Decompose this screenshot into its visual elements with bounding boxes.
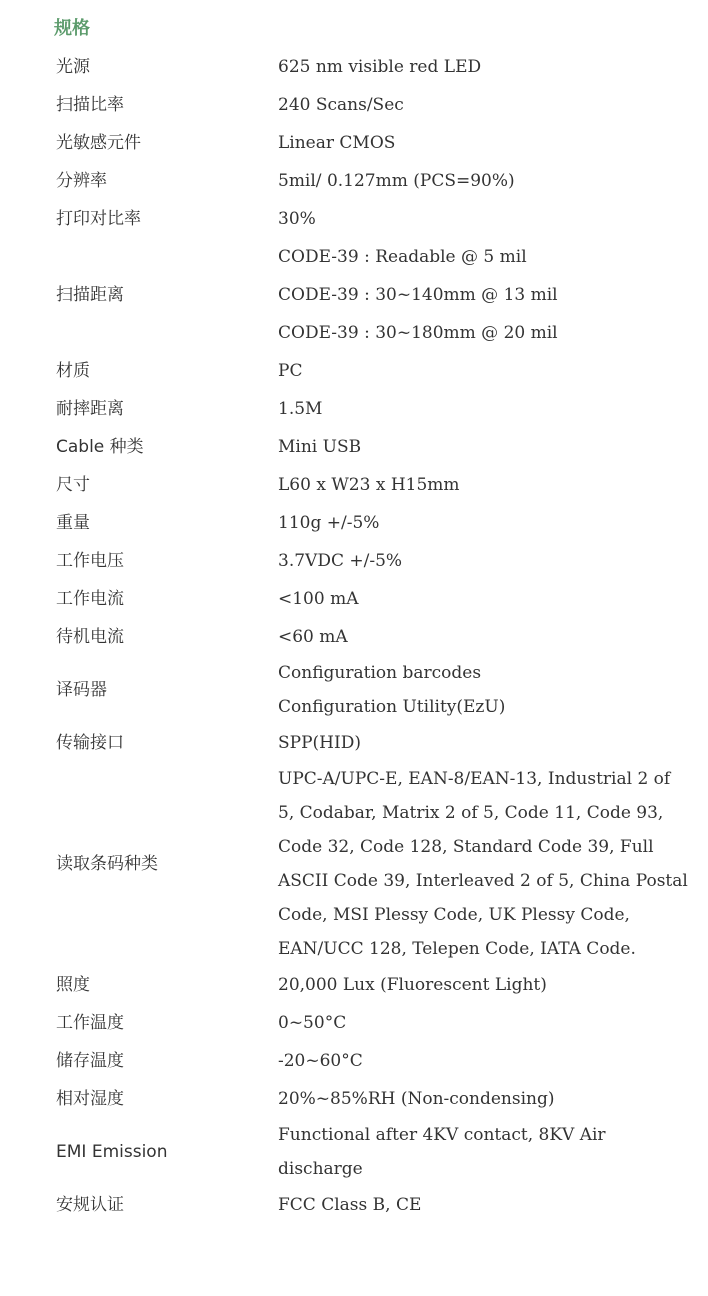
spec-row-relative-humidity: [48, 1080, 698, 1118]
spec-row-storage-temperature: [48, 1042, 698, 1080]
spec-label: 重量: [56, 513, 90, 533]
spec-row-weight: [48, 504, 698, 542]
spec-value: 1.5M: [278, 399, 323, 419]
spec-row-material: [48, 352, 698, 390]
spec-value: 3.7VDC +/-5%: [278, 551, 403, 571]
spec-label: Cable 种类: [56, 437, 144, 457]
spec-table: [48, 48, 698, 1224]
spec-row-standby-current: [48, 618, 698, 656]
spec-value-line: CODE-39 : 30~180mm @ 20 mil: [278, 323, 558, 343]
spec-row-interface: [48, 724, 698, 762]
spec-label: 相对湿度: [56, 1089, 124, 1109]
spec-value: UPC-A/UPC-E, EAN-8/EAN-13, Industrial 2 of 5, Codabar, Matrix 2 of 5, Code 11, Code 93, Code 32, Code 128, Standard Code 39, Full ASCII Code 39, Interleaved 2 of 5, China Postal Code, MSI Plessy Code, UK Plessy Code, EAN/UCC 128, Telepen Code, IATA Code.: [278, 769, 688, 959]
spec-row-print-contrast: [48, 200, 698, 238]
spec-row-certification: [48, 1186, 698, 1224]
spec-value: -20~60°C: [278, 1051, 363, 1071]
spec-value-line: Configuration Utility(EzU): [278, 697, 506, 717]
spec-label: 耐摔距离: [56, 399, 124, 419]
spec-row-scan-rate: [48, 86, 698, 124]
spec-row-cable-type: [48, 428, 698, 466]
spec-label: 打印对比率: [56, 209, 141, 229]
spec-value: Functional after 4KV contact, 8KV Air discharge: [278, 1125, 606, 1179]
spec-value: FCC Class B, CE: [278, 1195, 422, 1215]
spec-row-light-source: [48, 48, 698, 86]
spec-value: PC: [278, 361, 303, 381]
spec-row-sensor: [48, 124, 698, 162]
spec-label: 储存温度: [56, 1051, 124, 1071]
spec-label: 工作温度: [56, 1013, 124, 1033]
spec-label: 扫描距离: [56, 285, 124, 305]
spec-label: 扫描比率: [56, 95, 124, 115]
spec-value-line: Configuration barcodes: [278, 663, 482, 683]
spec-row-drop-height: [48, 390, 698, 428]
spec-label: 工作电流: [56, 589, 124, 609]
spec-label: 材质: [56, 361, 90, 381]
spec-label: 分辨率: [56, 171, 107, 191]
spec-row-scan-distance: [48, 238, 698, 352]
spec-row-operating-voltage: [48, 542, 698, 580]
spec-row-symbologies: [48, 762, 698, 966]
spec-value: <100 mA: [278, 589, 359, 609]
section-title: 规格: [54, 18, 90, 39]
spec-row-illumination: [48, 966, 698, 1004]
spec-value: 20,000 Lux (Fluorescent Light): [278, 975, 547, 995]
spec-label: 待机电流: [56, 627, 124, 647]
spec-row-dimensions: [48, 466, 698, 504]
spec-row-emi-emission: [48, 1118, 698, 1186]
spec-label: 译码器: [56, 680, 107, 700]
spec-row-resolution: [48, 162, 698, 200]
spec-value: 0~50°C: [278, 1013, 347, 1033]
spec-label: 安规认证: [56, 1195, 124, 1215]
spec-label: 光源: [56, 57, 90, 77]
spec-value: 240 Scans/Sec: [278, 95, 404, 115]
spec-label: 尺寸: [56, 475, 90, 495]
spec-label: 工作电压: [56, 551, 124, 571]
spec-label: 照度: [56, 975, 90, 995]
spec-value: L60 x W23 x H15mm: [278, 475, 460, 495]
spec-label: 传输接口: [56, 733, 124, 753]
spec-value: Linear CMOS: [278, 133, 396, 153]
spec-row-decoder: [48, 656, 698, 724]
spec-value-line: CODE-39 : 30~140mm @ 13 mil: [278, 285, 558, 305]
spec-value: 5mil/ 0.127mm (PCS=90%): [278, 171, 515, 191]
spec-label: 读取条码种类: [56, 854, 158, 874]
spec-value: Mini USB: [278, 437, 362, 457]
spec-value: <60 mA: [278, 627, 348, 647]
spec-value: 110g +/-5%: [278, 513, 380, 533]
spec-label: 光敏感元件: [56, 133, 141, 153]
spec-value: 20%~85%RH (Non-condensing): [278, 1089, 555, 1109]
spec-row-operating-temperature: [48, 1004, 698, 1042]
spec-row-operating-current: [48, 580, 698, 618]
spec-value: 625 nm visible red LED: [278, 57, 482, 77]
spec-value-line: CODE-39 : Readable @ 5 mil: [278, 247, 527, 267]
spec-label: EMI Emission: [56, 1142, 168, 1162]
spec-value: 30%: [278, 209, 316, 229]
spec-value: SPP(HID): [278, 733, 361, 753]
